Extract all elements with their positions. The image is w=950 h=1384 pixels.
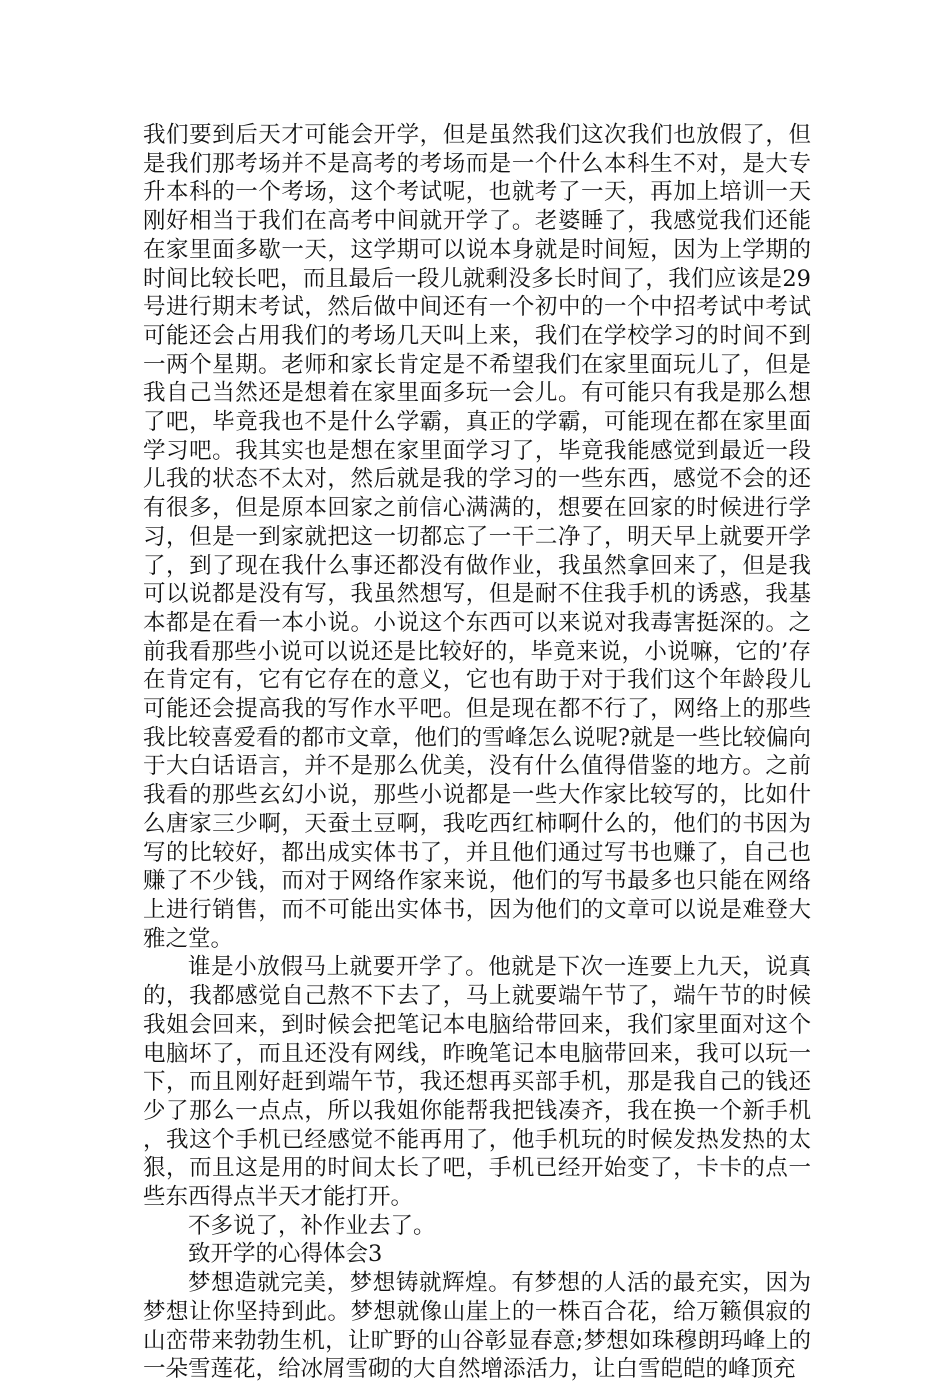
body-paragraph-3: 不多说了，补作业去了。	[188, 1212, 436, 1239]
body-paragraph-2: 谁是小放假马上就要开学了。他就是下次一连要上九天，说真的，我都感觉自己熬不下去了，马上就要端午节了，端午节的时候我姐会回来，到时候会把笔记本电脑给带回来，我们家里面对这个电脑坏了，而且还没有网线，昨晚笔记本电脑带回来，我可以玩一下，而且刚好赶到端午节，我还想再买部手机，那是我自己的钱还少了那么一点点，所以我姐你能帮我把钱凑齐，我在换一个新手机，我这个手机已经感觉不能再用了，他手机玩的时候发热发热的太狠，而且这是用的时间太长了吧，手机已经开始变了，卡卡的点一些东西得点半天才能打开。	[143, 954, 811, 1211]
section-paragraph: 梦想造就完美，梦想铸就辉煌。有梦想的人活的最充实，因为梦想让你坚持到此。梦想就像山崖上的一株百合花，给万籁俱寂的山峦带来勃勃生机，让旷野的山谷彰显春意;梦想如珠穆朗玛峰上的一朵雪莲花，给冰屑雪砌的大自然增添活力，让白雪皑皑的峰顶充	[143, 1270, 811, 1383]
body-paragraph-1: 我们要到后天才可能会开学，但是虽然我们这次我们也放假了，但是我们那考场并不是高考的考场而是一个什么本科生不对，是大专升本科的一个考场，这个考试呢，也就考了一天，再加上培训一天刚好相当于我们在高考中间就开学了。老婆睡了，我感觉我们还能在家里面多歇一天，这学期可以说本身就是时间短，因为上学期的时间比较长吧，而且最后一段儿就剩没多长时间了，我们应该是29号进行期末考试，然后做中间还有一个初中的一个中招考试中考试可能还会占用我们的考场几天叫上来，我们在学校学习的时间不到一两个星期。老师和家长肯定是不希望我们在家里面玩儿了，但是我自己当然还是想着在家里面多玩一会儿。有可能只有我是那么想了吧，毕竟我也不是什么学霸，真正的学霸，可能现在都在家里面学习吧。我其实也是想在家里面学习了，毕竟我能感觉到最近一段儿我的状态不太对，然后就是我的学习的一些东西，感觉不会的还有很多，但是原本回家之前信心满满的，想要在回家的时候进行学习，但是一到家就把这一切都忘了一干二净了，明天早上就要开学了，到了现在我什么事还都没有做作业，我虽然拿回来了，但是我可以说都是没有写，我虽然想写，但是耐不住我手机的诱惑，我基本都是在看一本小说。小说这个东西可以来说对我毒害挺深的。之前我看那些小说可以说还是比较好的，毕竟来说，小说嘛，它的’存在肯定有，它有它存在的意义，它也有助于对于我们这个年龄段儿可能还会提高我的写作水平吧。但是现在都不行了，网络上的那些我比较喜爱看的都市文章，他们的雪峰怎么说呢?就是一些比较偏向于大白话语言，并不是那么优美，没有什么值得借鉴的地方。之前我看的那些玄幻小说，那些小说都是一些大作家比较写的，比如什么唐家三少啊，天蚕土豆啊，我吃西红柿啊什么的，他们的书因为写的比较好，都出成实体书了，并且他们通过写书也赚了，自己也赚了不少钱，而对于网络作家来说，他们的写书最多也只能在网络上进行销售，而不可能出实体书，因为他们的文章可以说是难登大雅之堂。	[143, 122, 811, 952]
section-title: 致开学的心得体会3	[188, 1241, 383, 1268]
document-body	[143, 121, 811, 1384]
